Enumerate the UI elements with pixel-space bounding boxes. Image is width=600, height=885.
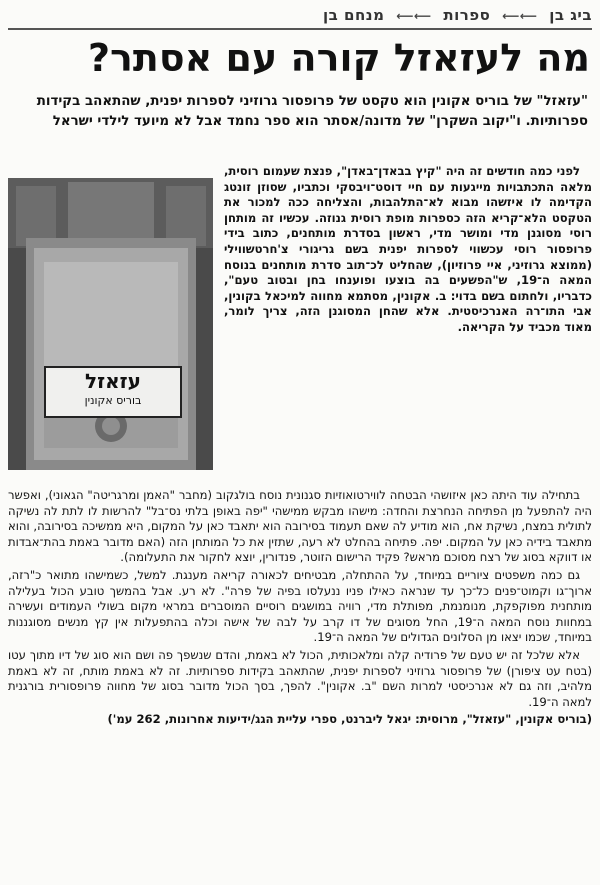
header-divider	[8, 28, 592, 30]
cover-book-title: עזאזל	[85, 369, 141, 393]
header-name-3: מנחם בן	[323, 6, 385, 24]
article-body	[8, 488, 592, 884]
article-title: מה לעזאזל קורה עם אסתר?	[87, 36, 590, 80]
article-column	[224, 164, 592, 486]
section-header	[12, 6, 592, 28]
header-name-1: ביג בן	[549, 6, 592, 24]
article-paragraph: גם כמה משפטים ציוריים במיוחד, על ההתחלה, מבטיחים לכאורה קריאה מענגת. למשל, כשמישהו מתואר כ"רזה, ארוך־גו וקמוט־פנים כל־כך עד שנראה כאילו פניו ננעלסו בפיה של פרה". לא רע. אבל בהמשך טובע הכול בעלילה מותחנית מפוקפקת, מנומנמת, מפותלת מדי, רוויה במושגים רוסיים המוסברים במראי מקום בשולי העמודים ועשירה במחוות נוסח המאה ה־19, החל מסוגים של דו קרב על לבה של אישה וכלה בהתפעלות אין קץ מנשים מסוגננות במיוחד, שכמו יצאו מן הסלונים הגדולים של המאה ה־19.	[8, 567, 592, 645]
book-cover-illustration	[8, 178, 213, 470]
article-paragraph: לפני כמה חודשים זה היה "קיץ בבאדן־באדן", פנצת שעמום רוסית, מלאה התכתבויות מייגעות עם חיי דוסט־ויבסקי וכתביו, שסוזן זונטג הקדימה לו איזשהו מבוא לא־התלהבות, והצליחה ככה למכור את הטקסט הלא־קריא הזה כספרות מופת רוסית גנוזה. עכשיו זה מותחן רוסי מסוגנן מדי ומושר מדי, ראשון בסדרת מותחנים, כתוב בידי פרופסור רוסי עכשווי לספרות יפנית בשם גריגורי צ'חרטשווילי (ממוצא גרוזיני, איי פרוזיון), שהחליט לכ־תוב סדרת מותחנים בנוסח המאה ה־19, ש"הפשעים בה בוצעו ופוענחו בחן ובטוב טעם", כדבריו, ולחתום בשם בדוי: ב. אקונין, מסתמא מחווה למיכאל בקונין, אבי התו־רה האנרכיסטית. אלא שהחן המסוגנן הזה, צריך לומר, מאוד מכביד על הקריאה.	[224, 164, 592, 334]
cover-label	[44, 366, 182, 418]
header-name-2: ספרות	[443, 6, 491, 24]
cover-book-author: בוריס אקונין	[84, 394, 142, 407]
article-paragraph: אלא שלכל זה יש טעם של פרודיה קלה ומלאכותית, הכול לא באמת, והדם שנשפך פה ושם הוא סוג של דיו מתוך עטו (בטח עט ציפורן) של פרופסור גרוזיני לספרות יפנית, שהתאהב בקידות ספרותיות. זה לא באמת מותח, זה לא באמת מלהיב, וזה גם לא אנרכיסטי למרות השם "ב. אקונין". להפך, בסך הכול מדובר בסוג של מחווה פרופסורית בורגנית למאה ה־19.	[8, 647, 592, 709]
article-subtitle: "עזאזל" של בוריס אקונין הוא טקסט של פרופסור גרוזיני לספרות יפנית, שהתאהב בקידות ספרותיות. ו"יקוב השקרן" של מדונה/אסתר הוא ספר נחמד אבל לא מיועד לילדי ישראל	[36, 94, 588, 129]
book-cover-photo	[8, 178, 213, 470]
book-credit: (בוריס אקונין, "עזאזל", מרוסית: יגאל ליברנט, ספרי עליית הגג/ידיעות אחרונות, 262 עמ')	[107, 712, 592, 727]
arrow-icon: ⟵⟵	[396, 9, 432, 23]
arrow-icon: ⟵⟵	[502, 9, 538, 23]
article-paragraph: בתחילה עוד היתה כאן איזושהי הבטחה לווירטואוזיות סגנונית נוסח בולגקוב (מחבר "האמן ומרגריטה" הגאוני), ואפשר היה להתפעל מן הפתיחה הנחרצת והחדה: מישהו מבקש ממישהי "יפה באופן בלתי נס־בל" להרשות לו לתת לה נשיקה לתולית במצח, נשיקת אח, הוא מודיע לה שאם תעמוד בסירובה הוא יתאבד כאן על המקום, היא ממשיכה בסירובה, והוא מתאבד בידיה כאן על המקום. יפה. פתיחה בהחלט לא רעה, שתזין את כל המותחן הזה (האם מדובר באמת בהת־אבדות או דווקא בסוג של רצח מסוכם מראש? פקיד הרישום הזוטר, פנדורין, יוצא לחקור את התעלומה).	[8, 488, 592, 565]
